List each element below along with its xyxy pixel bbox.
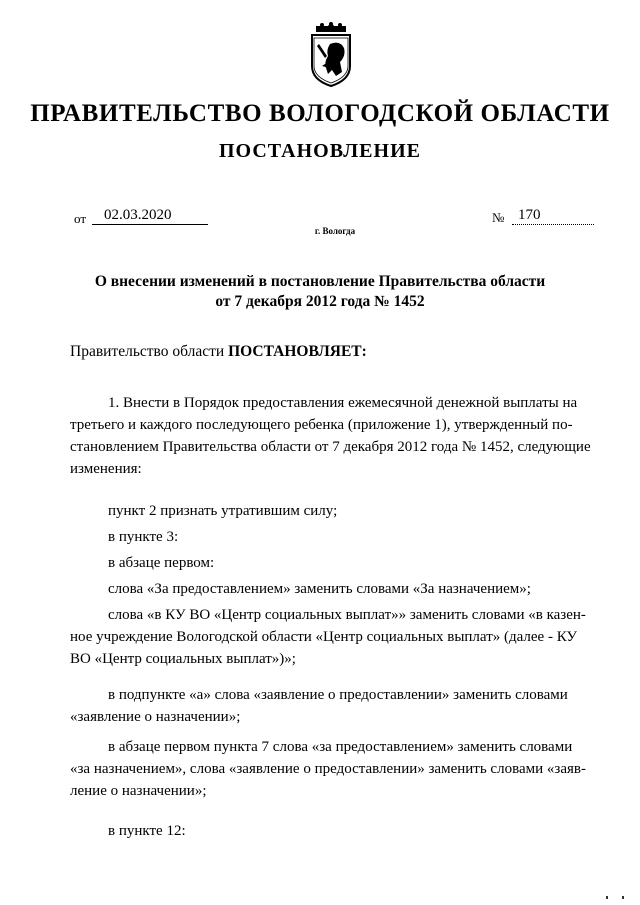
text-line: ВО «Центр социальных выплат»)»; [70, 651, 296, 667]
text-line: ное учреждение Вологодской области «Центр социальных выплат» (далее - КУ [70, 629, 578, 645]
paragraph-1 [70, 392, 600, 480]
text-line: «заявление о назначении»; [70, 709, 241, 725]
subject-line: от 7 декабря 2012 года № 1452 [215, 293, 425, 310]
text-line: изменения: [70, 461, 142, 477]
decree-statement [70, 343, 367, 361]
text-line: слова «в КУ ВО «Центр социальных выплат»» заменить словами «в казен- [108, 607, 586, 623]
date-label: от [74, 211, 87, 226]
subject-line: О внесении изменений в постановление Правительства области [94, 273, 546, 290]
paragraph-3 [70, 684, 600, 728]
text-line: слова «За предоставлением» заменить словами «За назначением»; [108, 581, 531, 597]
decree-prefix: Правительство области [70, 343, 225, 360]
text-line: в пункте 3: [108, 529, 179, 545]
text-line: ление о назначении»; [70, 783, 207, 799]
coat-of-arms-icon [302, 22, 360, 88]
text-line: становлением Правительства области от 7 декабря 2012 года № 1452, следующие [70, 439, 591, 455]
paragraph-4 [70, 736, 600, 802]
text-line: третьего и каждого последующего ребенка (приложение 1), утвержденный по- [70, 417, 573, 433]
text-line: 1. Внести в Порядок предоставления ежемесячной денежной выплаты на [108, 395, 578, 411]
number-label: № [492, 210, 505, 225]
text-line: в абзаце первом: [108, 555, 215, 571]
decree-verb: ПОСТАНОВЛЯЕТ: [228, 343, 367, 360]
scan-marks [602, 893, 632, 901]
document-date: 02.03.2020 [92, 206, 208, 225]
text-line: «за назначением», слова «заявление о предоставлении» заменить словами «заяв- [70, 761, 586, 777]
organization-title: ПРАВИТЕЛЬСТВО ВОЛОГОДСКОЙ ОБЛАСТИ [30, 100, 610, 127]
document-subject [0, 272, 640, 312]
document-number: 170 [512, 206, 594, 225]
paragraph-2 [70, 604, 600, 670]
city: г. Вологда [314, 226, 356, 236]
text-line: в подпункте «а» слова «заявление о предоставлении» заменить словами [108, 687, 568, 703]
text-line: в пункте 12: [108, 823, 186, 839]
text-line: пункт 2 признать утратившим силу; [108, 503, 338, 519]
text-line: в абзаце первом пункта 7 слова «за предоставлением» заменить словами [108, 739, 573, 755]
document-type: ПОСТАНОВЛЕНИЕ [219, 140, 421, 162]
